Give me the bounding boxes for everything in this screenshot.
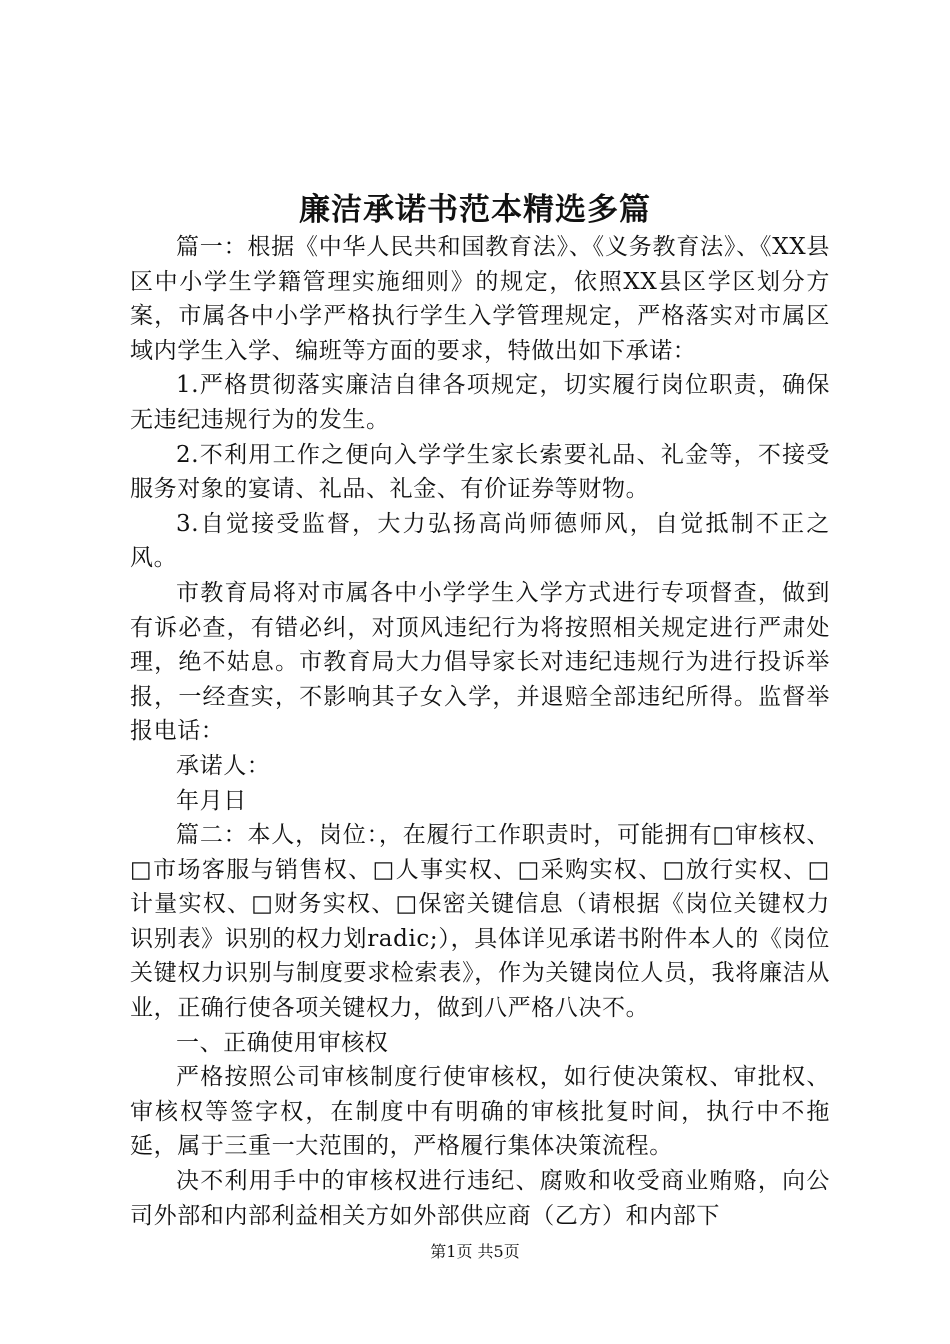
page-footer: 第1页 共5页 [430,1242,520,1261]
paragraph: 2.不利用工作之便向入学学生家长索要礼品、礼金等，不接受服务对象的宴请、礼品、礼金、有价证券等财物。 [130,441,830,503]
paragraph: 严格按照公司审核制度行使审核权，如行使决策权、审批权、审核权等签字权，在制度中有明确的审核批复时间，执行中不拖延，属于三重一大范围的，严格履行集体决策流程。 [130,1064,830,1160]
paragraph: 3.自觉接受监督，大力弘扬高尚师德师风，自觉抵制不正之风。 [130,510,830,572]
date-line: 年月日 [176,787,247,814]
paragraph: 篇一：根据《中华人民共和国教育法》、《义务教育法》、《XX县区中小学生学籍管理实施细则》的规定，依照XX县区学区划分方案，市属各中小学严格执行学生入学管理规定，严格落实对市属区域内学生入学、编班等方面的要求，特做出如下承诺： [130,234,830,364]
paragraph: 篇二：本人，岗位：，在履行工作职责时，可能拥有□审核权、□市场客服与销售权、□人事实权、□采购实权、□放行实权、□计量实权、□财务实权、□保密关键信息（请根据《岗位关键权力识别表》识别的权力划radic;），具体详见承诺书附件本人的《岗位关键权力识别与制度要求检索表》，作为关键岗位人员，我将廉洁从业，正确行使各项关键权力，做到八严格八决不。 [130,822,830,1022]
paragraph: 1.严格贯彻落实廉洁自律各项规定，切实履行岗位职责，确保无违纪违规行为的发生。 [130,372,830,433]
paragraph: 市教育局将对市属各中小学学生入学方式进行专项督查，做到有诉必查，有错必纠，对顶风违纪行为将按照相关规定进行严肃处理，绝不姑息。市教育局大力倡导家长对违纪违规行为进行投诉举报，一经查实，不影响其子女入学，并退赔全部违纪所得。监督举报电话： [130,579,830,745]
paragraph: 决不利用手中的审核权进行违纪、腐败和收受商业贿赂，向公司外部和内部利益相关方如外部供应商（乙方）和内部下 [130,1168,830,1229]
document-title: 廉洁承诺书范本精选多篇 [299,192,651,228]
document-body [130,230,830,1233]
signature-line: 承诺人： [176,752,271,779]
section-heading: 一、正确使用审核权 [176,1029,389,1056]
